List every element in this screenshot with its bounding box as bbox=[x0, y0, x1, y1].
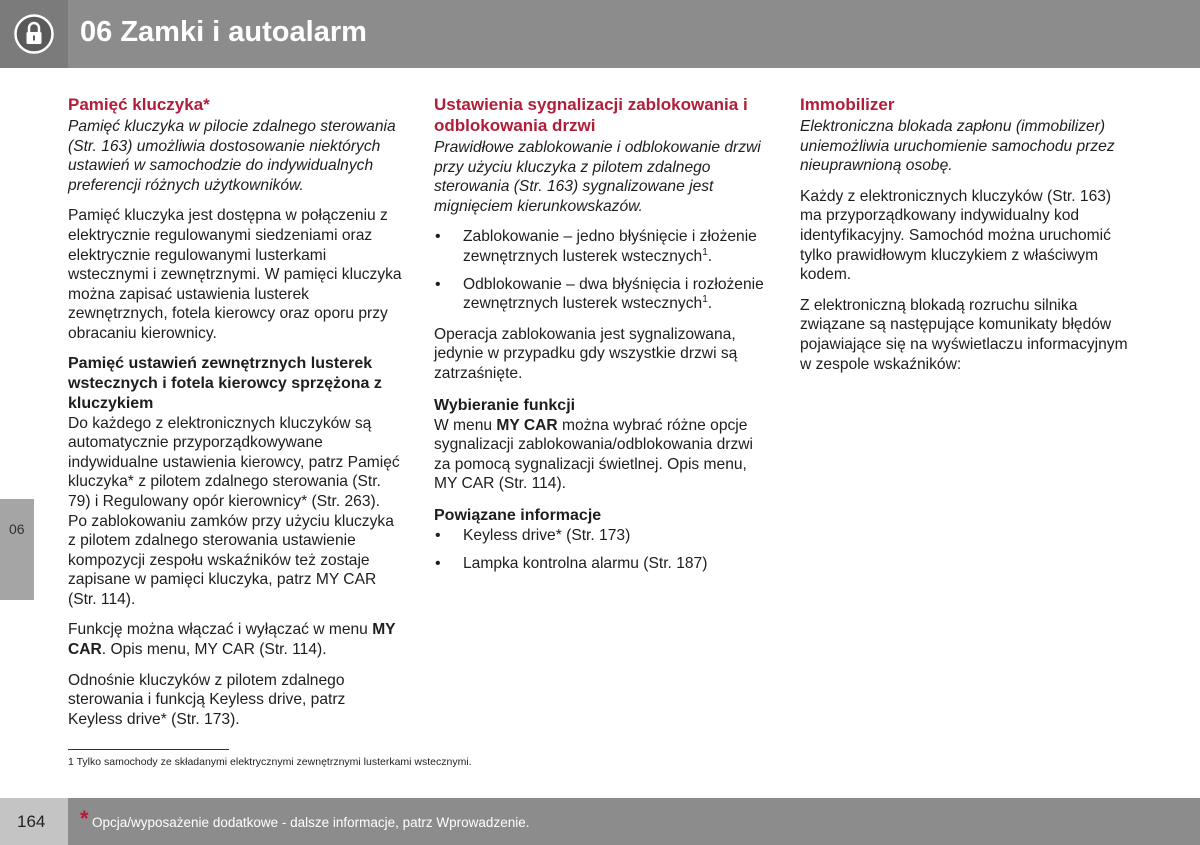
intro-text: Elektroniczna blokada zapłonu (immobilizer) uniemożliwia uruchomienie samochodu przez nieuprawnioną osobę. bbox=[800, 118, 1115, 175]
page-number: 164 bbox=[17, 812, 46, 831]
paragraph: Z elektroniczną blokadą rozruchu silnika związane są następujące komunikaty błędów pojawiające się na wyświetlaczu informacyjnym w zespole wskaźników: bbox=[800, 296, 1128, 373]
menu-name: MY CAR bbox=[496, 416, 558, 434]
footer-note: Opcja/wyposażenie dodatkowe - dalsze informacje, patrz Wprowadzenie. bbox=[92, 815, 530, 830]
text: Funkcję można włączać i wyłączać w menu bbox=[68, 621, 373, 639]
text: można wybrać różne opcje sygnalizacji zablokowania/odblokowania drzwi za pomocą sygnalizacji świetlnej. Opis menu, MY CAR (Str. 114). bbox=[434, 416, 753, 493]
paragraph: Pamięć kluczyka jest dostępna w połączeniu z elektrycznie regulowanymi siedzeniami oraz elektrycznie regulowanymi lusterkami wstecznymi i zewnętrznymi. W pamięci kluczyka można zapisać ustawienia lusterek zewnętrznych, fotela kierowcy oraz oporu przy obracaniu kierownicy. bbox=[68, 207, 402, 342]
chapter-side-tab bbox=[0, 499, 34, 600]
column-2 bbox=[434, 94, 769, 584]
page-number-box bbox=[0, 798, 68, 845]
related-link[interactable]: • Keyless drive* (Str. 173) bbox=[434, 526, 769, 546]
intro-text: Pamięć kluczyka w pilocie zdalnego sterowania (Str. 163) umożliwia dostosowanie niektórych ustawień w samochodzie do indywidualnych preferencji różnych użytkowników. bbox=[68, 118, 396, 194]
column-1 bbox=[68, 94, 403, 740]
chapter-title: 06 Zamki i autoalarm bbox=[80, 16, 367, 48]
related-list bbox=[434, 526, 769, 573]
side-tab-label: 06 bbox=[9, 521, 25, 537]
section-heading-key-memory: Pamięć kluczyka* bbox=[68, 95, 210, 114]
bullet-list bbox=[434, 227, 769, 313]
footnote-ref: 1 bbox=[702, 293, 708, 305]
header-icon-box bbox=[0, 0, 68, 68]
text: . Opis menu, MY CAR (Str. 114). bbox=[101, 641, 327, 659]
paragraph: Do każdego z elektronicznych kluczyków są automatycznie przyporządkowywane indywidualne ustawienia kierowcy, patrz Pamięć kluczyka* z pilotem zdalnego sterowania (Str. 79) i Regulowany opór kierownicy* (Str. 263). Po zablokowaniu zamków przy użyciu kluczyka z pilotem zdalnego sterowania ustawienie kompozycji zespołu wskaźników też zostaje zapisane w pamięci kluczyka, patrz MY CAR (Str. 114). bbox=[68, 414, 400, 608]
section-heading-lock-signaling: Ustawienia sygnalizacji zablokowania i odblokowania drzwi bbox=[434, 95, 748, 135]
list-item: • Zablokowanie – jedno błyśnięcie i złożenie zewnętrznych lusterek wstecznych$^1$. bbox=[434, 227, 769, 266]
footnote: 1 Tylko samochody ze składanymi elektrycznymi zewnętrznymi lusterkami wstecznymi. bbox=[68, 756, 472, 768]
text: W menu bbox=[434, 416, 497, 434]
subheading-mirror-seat-memory: Pamięć ustawień zewnętrznych lusterek wstecznych i fotela kierowcy sprzężona z kluczykiem bbox=[68, 354, 382, 412]
footer-bar bbox=[68, 798, 1200, 845]
list-item-text: Odblokowanie – dwa błyśnięcia i rozłożenie zewnętrznych lusterek wstecznych bbox=[463, 275, 764, 313]
column-3 bbox=[800, 94, 1135, 385]
footnote-divider bbox=[68, 749, 229, 750]
list-item-text: Zablokowanie – jedno błyśnięcie i złożenie zewnętrznych lusterek wstecznych bbox=[463, 228, 757, 265]
page-footer bbox=[0, 798, 1200, 845]
paragraph-menu bbox=[434, 416, 769, 494]
subheading-select-function: Wybieranie funkcji bbox=[434, 396, 576, 414]
subheading-related-info: Powiązane informacje bbox=[434, 506, 602, 524]
paragraph: Odnośnie kluczyków z pilotem zdalnego sterowania i funkcją Keyless drive, patrz Keyless drive* (Str. 173). bbox=[68, 671, 346, 728]
paragraph: Każdy z elektronicznych kluczyków (Str. 163) ma przyporządkowany indywidualny kod identyfikacyjny. Samochód można uruchomić tylko prawidłowym kluczykiem z właściwym kodem. bbox=[800, 187, 1112, 284]
section-heading-immobilizer: Immobilizer bbox=[800, 95, 895, 114]
menu-name: MY CAR bbox=[68, 621, 396, 659]
related-link[interactable]: • Lampka kontrolna alarmu (Str. 187) bbox=[434, 554, 769, 574]
paragraph: Operacja zablokowania jest sygnalizowana, jedynie w przypadku gdy wszystkie drzwi są zatrzaśnięte. bbox=[434, 325, 738, 382]
paragraph-menu bbox=[68, 620, 403, 659]
intro-text: Prawidłowe zablokowanie i odblokowanie drzwi przy użyciu kluczyka z pilotem zdalnego sterowania (Str. 163) sygnalizowane jest mignięciem kierunkowskazów. bbox=[434, 139, 761, 215]
padlock-icon bbox=[14, 14, 54, 54]
page-header bbox=[0, 0, 1200, 68]
list-item: • Odblokowanie – dwa błyśnięcia i rozłożenie zewnętrznych lusterek wstecznych$^1$. bbox=[434, 275, 769, 314]
footnote-ref: 1 bbox=[702, 246, 708, 258]
asterisk-icon: * bbox=[80, 806, 89, 831]
